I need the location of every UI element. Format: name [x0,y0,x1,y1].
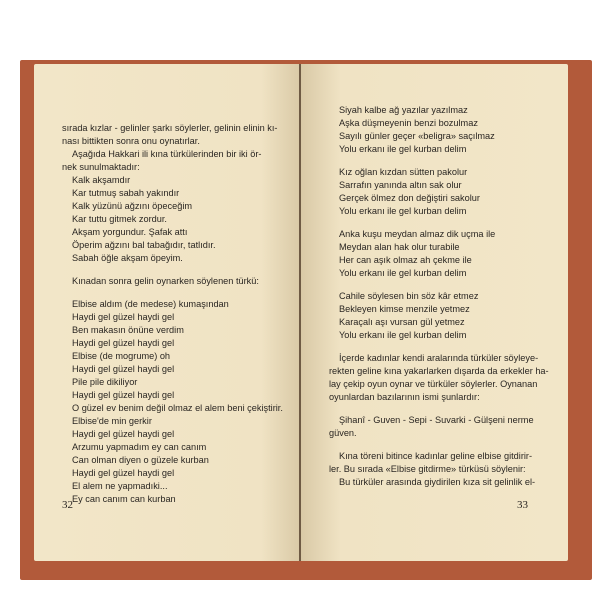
verse-line: Öperim ağzını bal tabağıdır, tatlıdır. [72,240,216,250]
verse-line: El alem ne yapmadıki... [72,481,168,491]
text-line: Aşağıda Hakkari ili kına türkülerinden bir iki ör- [72,149,262,159]
verse-line: Anka kuşu meydan almaz dik uçma ile [339,229,496,239]
verse-line: Kız oğlan kızdan sütten pakolur [339,167,468,177]
verse-line: Haydi gel güzel haydi gel [72,364,175,374]
verse-line: Aşka düşmeyenin benzi bozulmaz [339,118,478,128]
verse-line: O güzel ev benim değil olmaz el alem beni çekiştirir. [72,403,283,413]
verse-line: Akşam yorgundur. Şafak attı [72,227,188,237]
verse-line: Kar tutmuş sabah yakındır [72,188,180,198]
verse-line: Meydan alan hak olur turabile [339,242,460,252]
right-page-text [329,104,554,489]
text-line: Kına töreni bitince kadınlar geline elbise gitdirir- [339,451,533,461]
right-page [301,64,568,561]
left-page [34,64,301,561]
text-line: nek sunulmaktadır: [62,162,140,172]
paragraph-gap [329,218,554,228]
verse-line: Her can aşık olmaz ah çekme ile [339,255,472,265]
paragraph-gap [329,440,554,450]
verse-line: Sabah öğle akşam öpeyim. [72,253,183,263]
verse-line: Elbise aldım (de medese) kumaşından [72,299,229,309]
verse-line: Can olman diyen o güzele kurban [72,455,209,465]
verse-line: Haydi gel güzel haydi gel [72,390,175,400]
verse-line: Sarrafın yanında altın sak olur [339,180,462,190]
verse-line: Kar tuttu gitmek zordur. [72,214,167,224]
left-page-text [62,122,287,506]
text-line: Bu türküler arasında giydirilen kıza sit gelinlik el- [339,477,536,487]
text-line: rekten geline kına yakarlarken dışarda da erkekler ha- [329,366,549,376]
text-line: sırada kızlar - gelinler şarkı söylerler, gelinin elinin kı- [62,123,278,133]
paragraph-gap [329,404,554,414]
page-number-right: 33 [517,499,528,511]
verse-line: Elbise (de mogrume) oh [72,351,171,361]
text-line: İçerde kadınlar kendi aralarında türküler söyleye- [339,353,539,363]
verse-line: Ben makasın önüne verdim [72,325,184,335]
verse-line: Haydi gel güzel haydi gel [72,312,175,322]
text-line: Şihanî - Guven - Sepi - Suvarki - Gülşeni nerme [339,415,534,425]
text-line: Kınadan sonra gelin oynarken söylenen türkü: [72,276,259,286]
text-line: nası bittikten sonra onu oynatırlar. [62,136,200,146]
text-line: ler. Bu sırada «Elbise gitdirme» türküsü söylenir: [329,464,526,474]
verse-line: Karaçalı aşı vursan gül yetmez [339,317,465,327]
paragraph-gap [329,156,554,166]
verse-line: Kalk akşamdır [72,175,131,185]
paragraph-gap [329,342,554,352]
paragraph-gap [329,280,554,290]
verse-line: Siyah kalbe ağ yazılar yazılmaz [339,105,468,115]
paragraph-gap [62,288,287,298]
verse-line: Yolu erkanı ile gel kurban delim [339,330,467,340]
verse-line: Yolu erkanı ile gel kurban delim [339,206,467,216]
verse-line: Yolu erkanı ile gel kurban delim [339,144,467,154]
paragraph-gap [62,265,287,275]
text-line: lay çekip oyun oynar ve türküler söylerler. Oynanan [329,379,538,389]
verse-line: Elbise'de min gerkir [72,416,152,426]
text-line: oyunlardan bazılarının ismi şunlardır: [329,392,480,402]
verse-line: Haydi gel güzel haydi gel [72,429,175,439]
text-line: güven. [329,428,357,438]
verse-line: Gerçek ölmez don değiştiri sakolur [339,193,480,203]
verse-line: Arzumu yapmadım ey can canım [72,442,207,452]
verse-line: Yolu erkanı ile gel kurban delim [339,268,467,278]
verse-line: Bekleyen kimse menzile yetmez [339,304,470,314]
verse-line: Ey can canım can kurban [72,494,176,504]
verse-line: Cahile söylesen bin söz kâr etmez [339,291,479,301]
verse-line: Haydi gel güzel haydi gel [72,338,175,348]
page-number-left: 32 [62,499,73,511]
verse-line: Sayılı günler geçer «beligra» saçılmaz [339,131,495,141]
verse-line: Haydi gel güzel haydi gel [72,468,175,478]
verse-line: Pile pile dikiliyor [72,377,138,387]
verse-line: Kalk yüzünü ağzını öpeceğim [72,201,193,211]
